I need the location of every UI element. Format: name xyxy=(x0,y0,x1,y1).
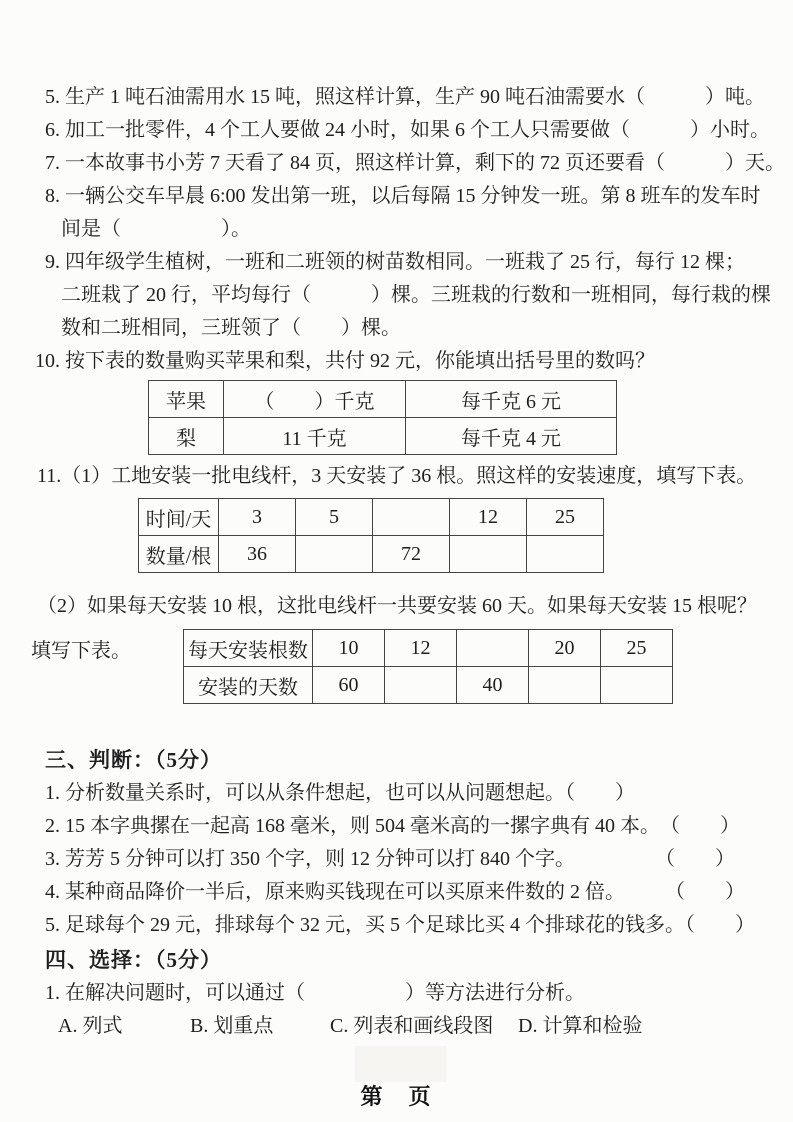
judge-item-3: 3. 芳芳 5 分钟可以打 350 个字，则 12 分钟可以打 840 个字。 （ ） xyxy=(45,848,735,870)
table-cell: 11 千克 xyxy=(224,418,406,455)
table-cell xyxy=(296,536,373,573)
judge-item-4: 4. 某种商品降价一半后，原来购买钱现在可以买原来件数的 2 倍。 （ ） xyxy=(45,881,745,903)
table-cell: 12 xyxy=(385,630,457,667)
fill-table-label: 填写下表。 xyxy=(31,640,131,662)
table-cell xyxy=(450,536,527,573)
option-c: C. 列表和画线段图 xyxy=(330,1015,494,1037)
table-cell: 3 xyxy=(219,499,296,536)
choice-question-1: 1. 在解决问题时，可以通过（ ）等方法进行分析。 xyxy=(45,982,585,1004)
worksheet-content xyxy=(31,81,785,1043)
table-cell: 梨 xyxy=(149,418,224,455)
table-cell: 36 xyxy=(219,536,296,573)
table-cell: 5 xyxy=(296,499,373,536)
table-cell: （ ）千克 xyxy=(224,381,406,418)
judge-item-5: 5. 足球每个 29 元，排球每个 32 元，买 5 个足球比买 4 个排球花的钱多。（ ） xyxy=(45,914,755,936)
question-11-2: （2）如果每天安装 10 根，这批电线杆一共要安装 60 天。如果每天安装 15 根呢？ xyxy=(37,595,757,617)
question-9-line1: 9. 四年级学生植树，一班和二班领的树苗数相同。一班栽了 25 行，每行 12 棵； xyxy=(45,251,745,273)
question-8-line1: 8. 一辆公交车早晨 6:00 发出第一班，以后每隔 15 分钟发一班。第 8 班车的发车时 xyxy=(45,185,761,207)
section-choice-heading: 四、选择：（5分） xyxy=(45,948,222,972)
judge-item-1: 1. 分析数量关系时，可以从条件想起，也可以从问题想起。（ ） xyxy=(45,782,635,804)
choice-options xyxy=(45,1010,755,1043)
question-10: 10. 按下表的数量购买苹果和梨，共付 92 元，你能填出括号里的数吗？ xyxy=(35,350,655,372)
question-8-line2: 间是（ ）。 xyxy=(61,218,251,240)
table-cell xyxy=(601,667,673,704)
option-a: A. 列式 xyxy=(58,1015,123,1037)
table-row xyxy=(139,536,604,573)
question-11-1-table xyxy=(138,498,604,573)
question-9-line2: 二班栽了 20 行，平均每行（ ）棵。三班栽的行数和一班相同，每行栽的棵 xyxy=(61,284,771,306)
table-cell: 12 xyxy=(450,499,527,536)
table-cell xyxy=(527,536,604,573)
table-cell: 60 xyxy=(313,667,385,704)
question-5: 5. 生产 1 吨石油需用水 15 吨，照这样计算，生产 90 吨石油需要水（ ）吨。 xyxy=(45,86,765,108)
option-d: D. 计算和检验 xyxy=(518,1015,643,1037)
table-row xyxy=(149,381,617,418)
page-footer: 第 页 xyxy=(360,1084,433,1109)
section-judge-heading: 三、判断：（5分） xyxy=(45,748,222,772)
judge-item-2: 2. 15 本字典摞在一起高 168 毫米，则 504 毫米高的一摞字典有 40 本。 （ ） xyxy=(45,815,740,837)
table-cell: 40 xyxy=(457,667,529,704)
question-10-table xyxy=(148,380,617,455)
table-row xyxy=(149,418,617,455)
table-row xyxy=(184,630,673,667)
table-cell: 20 xyxy=(529,630,601,667)
table-cell xyxy=(457,630,529,667)
option-b: B. 划重点 xyxy=(190,1015,274,1037)
question-11-2-table xyxy=(183,629,673,704)
table-cell: 25 xyxy=(527,499,604,536)
table-cell: 每千克 4 元 xyxy=(406,418,617,455)
table-cell: 时间/天 xyxy=(139,499,219,536)
table-cell xyxy=(373,499,450,536)
table-cell xyxy=(385,667,457,704)
table-row xyxy=(184,667,673,704)
table-cell: 数量/根 xyxy=(139,536,219,573)
table-cell: 每天安装根数 xyxy=(184,630,313,667)
table-cell: 每千克 6 元 xyxy=(406,381,617,418)
question-7: 7. 一本故事书小芳 7 天看了 84 页，照这样计算，剩下的 72 页还要看（ ）天。 xyxy=(45,152,785,174)
table-cell: 苹果 xyxy=(149,381,224,418)
scan-artifact xyxy=(355,1046,447,1082)
table-cell xyxy=(529,667,601,704)
table-cell: 10 xyxy=(313,630,385,667)
table-cell: 安装的天数 xyxy=(184,667,313,704)
table-row xyxy=(139,499,604,536)
question-11-1: 11.（1）工地安装一批电线杆，3 天安装了 36 根。照这样的安装速度，填写下表。 xyxy=(37,465,757,487)
table-cell: 25 xyxy=(601,630,673,667)
table-cell: 72 xyxy=(373,536,450,573)
question-6: 6. 加工一批零件，4 个工人要做 24 小时，如果 6 个工人只需要做（ ）小时。 xyxy=(45,119,770,141)
question-9-line3: 数和二班相同，三班领了（ ）棵。 xyxy=(61,317,401,339)
question-11-2-table-block xyxy=(31,629,755,704)
